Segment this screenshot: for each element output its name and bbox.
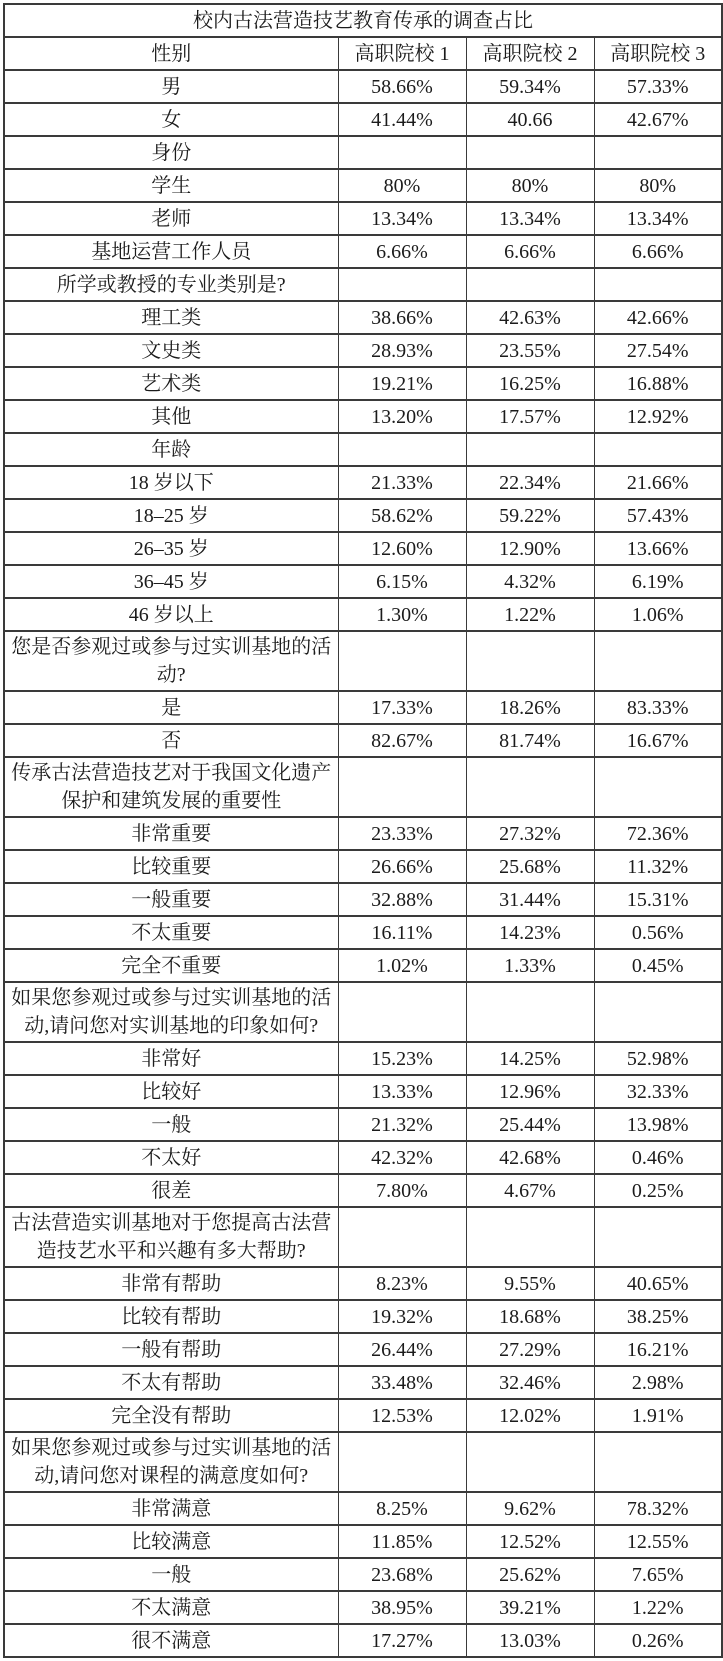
value-cell: 8.25% [338, 1492, 466, 1525]
table-row [4, 1042, 722, 1075]
value-cell: 32.88% [338, 883, 466, 916]
value-cell [338, 757, 466, 817]
table-row [4, 1399, 722, 1432]
value-cell: 21.66% [594, 466, 722, 499]
table-row [4, 565, 722, 598]
value-cell: 18.68% [466, 1300, 594, 1333]
table-row [4, 1300, 722, 1333]
value-cell: 16.21% [594, 1333, 722, 1366]
table-row [4, 301, 722, 334]
value-cell: 16.67% [594, 724, 722, 757]
column-header: 高职院校 2 [466, 37, 594, 70]
value-cell: 26.44% [338, 1333, 466, 1366]
value-cell: 25.44% [466, 1108, 594, 1141]
section-row [4, 631, 722, 691]
value-cell: 1.06% [594, 598, 722, 631]
table-row [4, 598, 722, 631]
table-row [4, 1108, 722, 1141]
value-cell [338, 1207, 466, 1267]
row-label: 一般 [4, 1108, 338, 1141]
value-cell: 31.44% [466, 883, 594, 916]
table-row [4, 1492, 722, 1525]
table-row [4, 466, 722, 499]
value-cell [466, 136, 594, 169]
value-cell: 12.96% [466, 1075, 594, 1108]
value-cell: 12.60% [338, 532, 466, 565]
value-cell: 23.33% [338, 817, 466, 850]
value-cell: 17.33% [338, 691, 466, 724]
value-cell: 13.34% [466, 202, 594, 235]
value-cell: 15.23% [338, 1042, 466, 1075]
value-cell: 4.32% [466, 565, 594, 598]
value-cell: 25.62% [466, 1558, 594, 1591]
value-cell: 12.90% [466, 532, 594, 565]
value-cell: 0.46% [594, 1141, 722, 1174]
value-cell: 13.34% [594, 202, 722, 235]
table-row [4, 691, 722, 724]
value-cell: 41.44% [338, 103, 466, 136]
column-header: 高职院校 1 [338, 37, 466, 70]
value-cell: 1.22% [466, 598, 594, 631]
value-cell: 13.33% [338, 1075, 466, 1108]
value-cell: 13.66% [594, 532, 722, 565]
table-row [4, 103, 722, 136]
row-label: 其他 [4, 400, 338, 433]
table-row [4, 334, 722, 367]
value-cell: 32.46% [466, 1366, 594, 1399]
table-row [4, 1366, 722, 1399]
row-label: 艺术类 [4, 367, 338, 400]
row-label: 26–35 岁 [4, 532, 338, 565]
value-cell: 1.30% [338, 598, 466, 631]
value-cell: 23.68% [338, 1558, 466, 1591]
row-label: 比较重要 [4, 850, 338, 883]
value-cell: 26.66% [338, 850, 466, 883]
value-cell: 59.34% [466, 70, 594, 103]
section-row [4, 1207, 722, 1267]
section-row [4, 1432, 722, 1492]
value-cell [594, 1207, 722, 1267]
table-row [4, 1333, 722, 1366]
value-cell: 42.68% [466, 1141, 594, 1174]
row-label: 否 [4, 724, 338, 757]
value-cell [594, 433, 722, 466]
value-cell: 52.98% [594, 1042, 722, 1075]
value-cell: 42.66% [594, 301, 722, 334]
row-label: 非常有帮助 [4, 1267, 338, 1300]
value-cell: 12.53% [338, 1399, 466, 1432]
value-cell: 59.22% [466, 499, 594, 532]
table-row [4, 499, 722, 532]
table-row [4, 949, 722, 982]
value-cell: 6.66% [466, 235, 594, 268]
table-row [4, 1525, 722, 1558]
value-cell: 16.88% [594, 367, 722, 400]
value-cell: 82.67% [338, 724, 466, 757]
value-cell [594, 757, 722, 817]
value-cell: 78.32% [594, 1492, 722, 1525]
row-label: 非常好 [4, 1042, 338, 1075]
row-label: 不太满意 [4, 1591, 338, 1624]
value-cell: 0.26% [594, 1624, 722, 1657]
value-cell: 32.33% [594, 1075, 722, 1108]
table-row [4, 1141, 722, 1174]
value-cell: 27.29% [466, 1333, 594, 1366]
value-cell [594, 136, 722, 169]
value-cell: 57.33% [594, 70, 722, 103]
row-label: 一般有帮助 [4, 1333, 338, 1366]
value-cell: 33.48% [338, 1366, 466, 1399]
value-cell: 6.66% [338, 235, 466, 268]
row-label: 完全没有帮助 [4, 1399, 338, 1432]
value-cell: 1.33% [466, 949, 594, 982]
value-cell: 7.80% [338, 1174, 466, 1207]
row-label: 不太重要 [4, 916, 338, 949]
section-row [4, 757, 722, 817]
value-cell: 25.68% [466, 850, 594, 883]
header-row [4, 37, 722, 70]
table-row [4, 817, 722, 850]
value-cell: 16.11% [338, 916, 466, 949]
value-cell [466, 757, 594, 817]
value-cell: 21.32% [338, 1108, 466, 1141]
value-cell: 21.33% [338, 466, 466, 499]
value-cell: 0.56% [594, 916, 722, 949]
row-label: 36–45 岁 [4, 565, 338, 598]
value-cell: 40.66 [466, 103, 594, 136]
value-cell: 38.25% [594, 1300, 722, 1333]
value-cell: 83.33% [594, 691, 722, 724]
table-row [4, 916, 722, 949]
row-label: 一般 [4, 1558, 338, 1591]
value-cell: 42.63% [466, 301, 594, 334]
value-cell: 0.25% [594, 1174, 722, 1207]
value-cell: 7.65% [594, 1558, 722, 1591]
row-label: 是 [4, 691, 338, 724]
value-cell: 23.55% [466, 334, 594, 367]
value-cell [338, 433, 466, 466]
value-cell: 19.32% [338, 1300, 466, 1333]
value-cell: 9.62% [466, 1492, 594, 1525]
table-row [4, 1558, 722, 1591]
table-row [4, 1591, 722, 1624]
value-cell: 0.45% [594, 949, 722, 982]
row-label: 非常重要 [4, 817, 338, 850]
value-cell: 13.20% [338, 400, 466, 433]
table-row [4, 724, 722, 757]
table-row [4, 883, 722, 916]
value-cell: 42.67% [594, 103, 722, 136]
value-cell: 4.67% [466, 1174, 594, 1207]
value-cell [466, 631, 594, 691]
row-label: 很不满意 [4, 1624, 338, 1657]
section-label: 古法营造实训基地对于您提高古法营造技艺水平和兴趣有多大帮助? [4, 1207, 338, 1267]
section-row [4, 268, 722, 301]
section-row [4, 136, 722, 169]
value-cell: 13.98% [594, 1108, 722, 1141]
value-cell: 14.23% [466, 916, 594, 949]
column-header: 性别 [4, 37, 338, 70]
table-row [4, 850, 722, 883]
section-label: 身份 [4, 136, 338, 169]
row-label: 很差 [4, 1174, 338, 1207]
survey-table-body [4, 4, 722, 1657]
section-label: 如果您参观过或参与过实训基地的活动,请问您对课程的满意度如何? [4, 1432, 338, 1492]
row-label: 学生 [4, 169, 338, 202]
column-header: 高职院校 3 [594, 37, 722, 70]
value-cell: 72.36% [594, 817, 722, 850]
value-cell: 13.03% [466, 1624, 594, 1657]
value-cell: 80% [338, 169, 466, 202]
row-label: 比较满意 [4, 1525, 338, 1558]
row-label: 一般重要 [4, 883, 338, 916]
value-cell [466, 1207, 594, 1267]
value-cell: 12.02% [466, 1399, 594, 1432]
row-label: 老师 [4, 202, 338, 235]
value-cell: 18.26% [466, 691, 594, 724]
value-cell: 14.25% [466, 1042, 594, 1075]
value-cell [338, 136, 466, 169]
row-label: 不太有帮助 [4, 1366, 338, 1399]
table-title: 校内古法营造技艺教育传承的调查占比 [4, 4, 722, 37]
section-label: 所学或教授的专业类别是? [4, 268, 338, 301]
section-label: 传承古法营造技艺对于我国文化遗产保护和建筑发展的重要性 [4, 757, 338, 817]
row-label: 18 岁以下 [4, 466, 338, 499]
value-cell [594, 982, 722, 1042]
row-label: 比较好 [4, 1075, 338, 1108]
row-label: 18–25 岁 [4, 499, 338, 532]
section-label: 如果您参观过或参与过实训基地的活动,请问您对实训基地的印象如何? [4, 982, 338, 1042]
section-label: 您是否参观过或参与过实训基地的活动? [4, 631, 338, 691]
table-row [4, 532, 722, 565]
section-row [4, 433, 722, 466]
value-cell [466, 1432, 594, 1492]
value-cell: 6.15% [338, 565, 466, 598]
value-cell: 13.34% [338, 202, 466, 235]
value-cell [338, 268, 466, 301]
value-cell: 42.32% [338, 1141, 466, 1174]
value-cell: 11.32% [594, 850, 722, 883]
title-row [4, 4, 722, 37]
value-cell: 6.19% [594, 565, 722, 598]
value-cell: 8.23% [338, 1267, 466, 1300]
survey-table [3, 3, 723, 1658]
row-label: 比较有帮助 [4, 1300, 338, 1333]
table-row [4, 1174, 722, 1207]
value-cell: 6.66% [594, 235, 722, 268]
value-cell: 28.93% [338, 334, 466, 367]
value-cell [466, 268, 594, 301]
value-cell [338, 982, 466, 1042]
value-cell: 27.32% [466, 817, 594, 850]
value-cell: 12.92% [594, 400, 722, 433]
row-label: 女 [4, 103, 338, 136]
row-label: 完全不重要 [4, 949, 338, 982]
value-cell: 58.66% [338, 70, 466, 103]
table-row [4, 1267, 722, 1300]
value-cell: 57.43% [594, 499, 722, 532]
table-row [4, 169, 722, 202]
value-cell: 38.66% [338, 301, 466, 334]
table-row [4, 70, 722, 103]
value-cell: 12.55% [594, 1525, 722, 1558]
value-cell: 40.65% [594, 1267, 722, 1300]
table-row [4, 1075, 722, 1108]
value-cell: 16.25% [466, 367, 594, 400]
value-cell [594, 1432, 722, 1492]
table-row [4, 400, 722, 433]
section-label: 年龄 [4, 433, 338, 466]
value-cell: 1.02% [338, 949, 466, 982]
value-cell: 80% [594, 169, 722, 202]
row-label: 46 岁以上 [4, 598, 338, 631]
value-cell: 27.54% [594, 334, 722, 367]
value-cell [594, 268, 722, 301]
table-row [4, 1624, 722, 1657]
value-cell: 38.95% [338, 1591, 466, 1624]
table-row [4, 367, 722, 400]
table-row [4, 202, 722, 235]
row-label: 文史类 [4, 334, 338, 367]
value-cell: 17.27% [338, 1624, 466, 1657]
value-cell: 39.21% [466, 1591, 594, 1624]
value-cell: 1.22% [594, 1591, 722, 1624]
row-label: 基地运营工作人员 [4, 235, 338, 268]
value-cell: 22.34% [466, 466, 594, 499]
value-cell: 58.62% [338, 499, 466, 532]
section-row [4, 982, 722, 1042]
value-cell [338, 631, 466, 691]
table-row [4, 235, 722, 268]
value-cell [338, 1432, 466, 1492]
value-cell: 1.91% [594, 1399, 722, 1432]
value-cell: 80% [466, 169, 594, 202]
value-cell: 11.85% [338, 1525, 466, 1558]
value-cell: 12.52% [466, 1525, 594, 1558]
value-cell: 81.74% [466, 724, 594, 757]
value-cell [466, 433, 594, 466]
value-cell [594, 631, 722, 691]
value-cell: 2.98% [594, 1366, 722, 1399]
row-label: 不太好 [4, 1141, 338, 1174]
value-cell: 17.57% [466, 400, 594, 433]
value-cell: 19.21% [338, 367, 466, 400]
value-cell: 9.55% [466, 1267, 594, 1300]
row-label: 理工类 [4, 301, 338, 334]
row-label: 男 [4, 70, 338, 103]
value-cell: 15.31% [594, 883, 722, 916]
value-cell [466, 982, 594, 1042]
row-label: 非常满意 [4, 1492, 338, 1525]
